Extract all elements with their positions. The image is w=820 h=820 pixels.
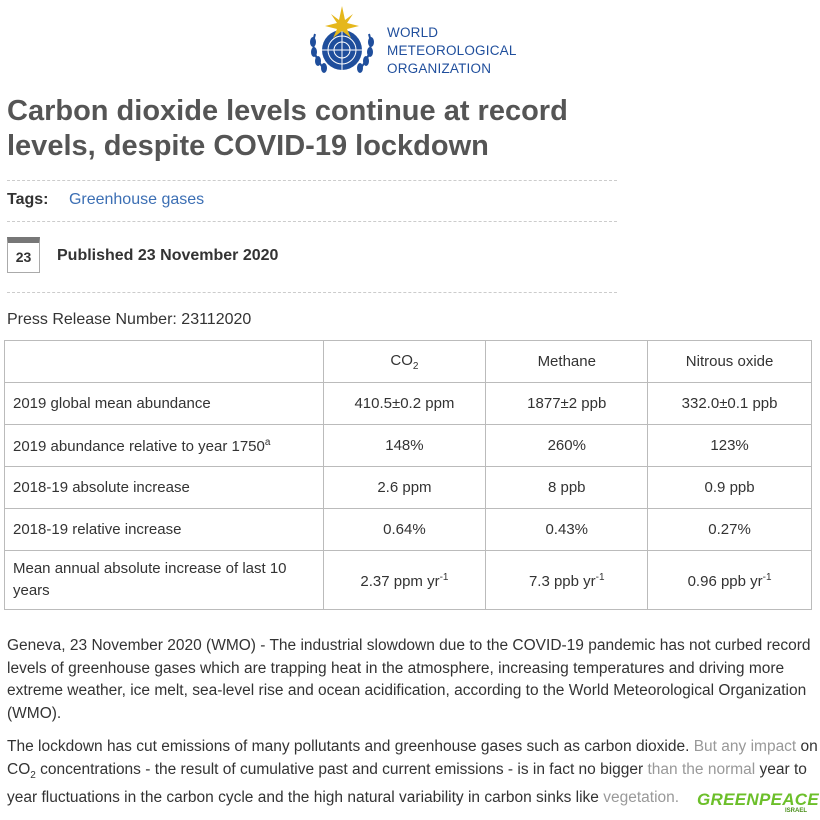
table-header-empty xyxy=(5,341,324,383)
published-date: Published 23 November 2020 xyxy=(57,247,279,264)
cell-co2: 2.37 ppm $yr^{-1}$ xyxy=(323,551,486,610)
calendar-day: 23 xyxy=(15,249,32,265)
tags-label: Tags: xyxy=(7,191,49,208)
table-header-co2: $CO_2$ xyxy=(323,341,486,383)
cell-co2: 410.5±0.2 ppm xyxy=(323,383,486,425)
wmo-logo xyxy=(303,4,523,80)
cell-methane: 8 ppb xyxy=(486,467,648,509)
cell-co2: 0.64% xyxy=(323,509,486,551)
calendar-icon xyxy=(7,237,40,273)
cell-co2: 2.6 ppm xyxy=(323,467,486,509)
tag-link-greenhouse-gases[interactable]: Greenhouse gases xyxy=(68,191,205,208)
table-header-methane: Methane xyxy=(486,341,648,383)
row-label: 2018-19 absolute increase xyxy=(5,467,324,509)
cell-co2: 148% xyxy=(323,425,486,467)
greenpeace-watermark-sub: ISRAEL xyxy=(785,808,808,814)
divider xyxy=(7,292,617,293)
table-row xyxy=(5,509,812,551)
cell-nitrous-oxide: 0.9 ppb xyxy=(648,467,812,509)
article-title: Carbon dioxide levels continue at record levels, despite COVID-19 lockdown xyxy=(7,95,568,162)
row-label: 2019 abundance relative to year 1750$^a$ xyxy=(5,425,324,467)
cell-nitrous-oxide: 332.0±0.1 ppb xyxy=(648,383,812,425)
divider xyxy=(7,221,617,222)
greenhouse-gas-table xyxy=(4,340,812,610)
cell-methane: 7.3 ppb $yr^{-1}$ xyxy=(486,551,648,610)
table-header-row xyxy=(5,341,812,383)
cell-methane: 260% xyxy=(486,425,648,467)
cell-methane: 1877±2 ppb xyxy=(486,383,648,425)
cell-nitrous-oxide: 123% xyxy=(648,425,812,467)
row-label: 2018-19 relative increase xyxy=(5,509,324,551)
cell-nitrous-oxide: 0.27% xyxy=(648,509,812,551)
divider xyxy=(7,180,617,181)
cell-nitrous-oxide: 0.96 ppb $yr^{-1}$ xyxy=(648,551,812,610)
table-row xyxy=(5,383,812,425)
table-row xyxy=(5,551,812,610)
row-label: Mean annual absolute increase of last 10 years xyxy=(5,551,324,610)
logo-line-organization: ORGANIZATION xyxy=(387,61,492,76)
greenpeace-watermark: GREENPEACE xyxy=(697,790,820,809)
cell-methane: 0.43% xyxy=(486,509,648,551)
logo-line-meteorological: METEOROLOGICAL xyxy=(387,43,517,58)
logo-line-world: WORLD xyxy=(387,25,439,40)
table-header-nitrous-oxide: Nitrous oxide xyxy=(648,341,812,383)
body-paragraph-1: Geneva, 23 November 2020 (WMO) - The industrial slowdown due to the COVID-19 pandemic has not curbed record levels of greenhouse gases which are trapping heat in the atmosphere, increasing temperatures and driving more extreme weather, ice melt, sea-level rise and ocean acidification, according to the World Meteorological Organization (WMO). xyxy=(7,637,811,722)
table-row xyxy=(5,425,812,467)
table-row xyxy=(5,467,812,509)
body-paragraph-2: The lockdown has cut emissions of many pollutants and greenhouse gases such as carbon dioxide. But any impact on $CO_2$ concentrations - the result of cumulative past and current emissions - is in fact no bigger than the normal year to year fluctuations in the carbon cycle and the high natural variability in carbon sinks like vegetation. xyxy=(7,738,818,807)
row-label: 2019 global mean abundance xyxy=(5,383,324,425)
wmo-emblem-icon xyxy=(303,4,381,80)
tags-row xyxy=(7,191,204,209)
press-release-number: Press Release Number: 23112020 xyxy=(7,311,252,328)
